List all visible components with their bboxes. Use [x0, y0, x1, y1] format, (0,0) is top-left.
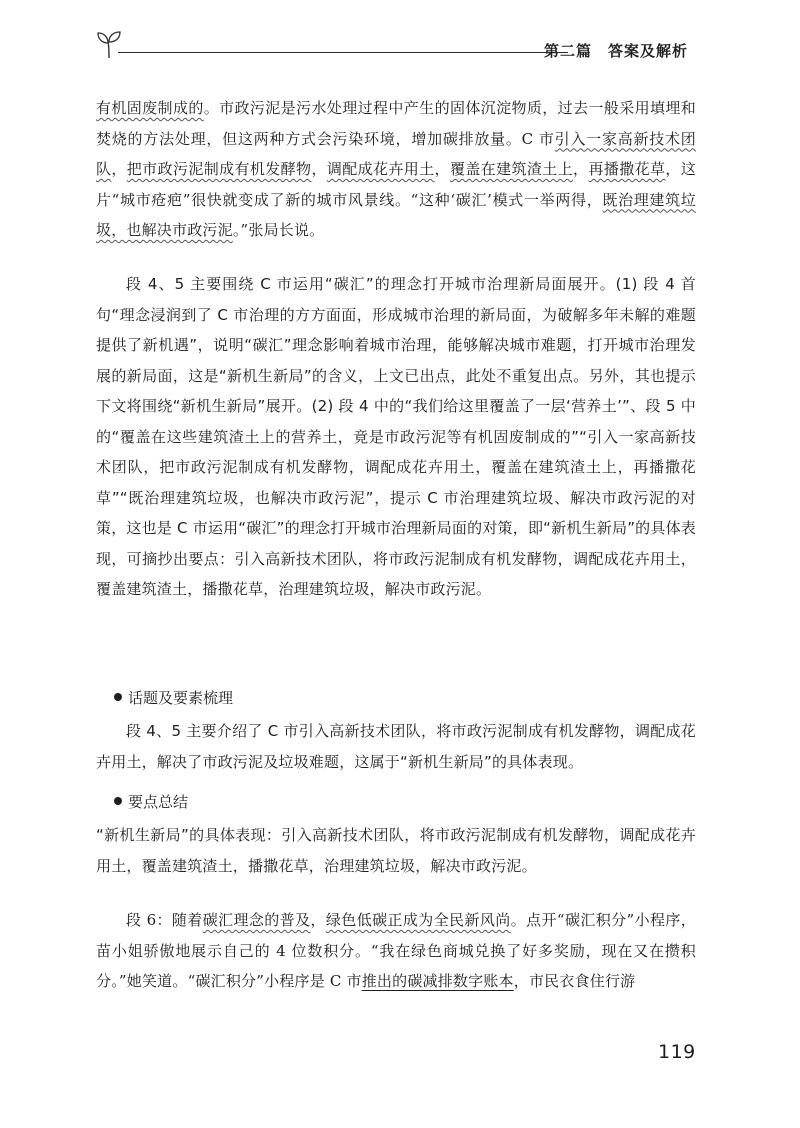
- passage-text: ，市民衣食住行游: [513, 972, 636, 990]
- passage-text: ，: [573, 160, 589, 178]
- section-title: 第二篇 答案及解析: [543, 42, 688, 60]
- summary-heading-label: 要点总结: [128, 793, 189, 811]
- bullet-dot-icon: [114, 693, 122, 701]
- topic-heading-label: 话题及要素梳理: [128, 689, 234, 707]
- underlined-text: 覆盖在建筑渣土上: [449, 160, 574, 178]
- underlined-text: 有机固废制成的: [96, 99, 204, 117]
- header-divider: [118, 52, 568, 53]
- passage-text: 段 6：随着: [126, 911, 203, 929]
- page-number: 119: [658, 1041, 696, 1063]
- underlined-text: 把市政污泥制成有机发酵物: [126, 160, 312, 178]
- analysis-paragraph: 段 4、5 主要围绕 C 市运用“碳汇”的理念打开城市治理新局面展开。(1) 段 4 首句“理念浸润到了 C 市治理的方方面面，形成城市治理的新局面，为破解多年未解的难题提供了新机遇”，说明“碳汇”理念影响着城市治理，能够解决城市难题，打开城市治理发展的新局面，这是“新机生新局”的含义，上文已出点，此处不重复出点。另外，其也提示下文将围绕“新机生新局”展开。(2) 段 4 中的“我们给这里覆盖了一层‘营养土’”、段 5 中的“覆盖在这些建筑渣土上的营养土，竟是市政污泥等有机固废制成的”“引入一家高新技术团队，把市政污泥制成有机发酵物，调配成花卉用土，覆盖在建筑渣土上，再播撒花草”“既治理建筑垃圾，也解决市政污泥”，提示 C 市治理建筑垃圾、解决市政污泥的对策，这也是 C 市运用“碳汇”的理念打开城市治理新局面的对策，即“新机生新局”的具体表现，可摘抄出要点：引入高新技术团队，将市政污泥制成有机发酵物，调配成花卉用土，覆盖建筑渣土，播撒花草，治理建筑垃圾，解决市政污泥。: [96, 275, 696, 598]
- passage-text: ，: [434, 160, 450, 178]
- passage-text: ，: [310, 911, 326, 929]
- underlined-text: 碳汇理念的普及: [202, 911, 311, 929]
- passage-text: ，: [311, 160, 327, 178]
- underlined-text: 既治理建筑垃圾，也解决市政污泥: [96, 190, 696, 239]
- passage-text: 。点开“碳汇积分”小程序，苗小姐骄傲地展示自己的 4 位数积分。“我在绿色商城兑换了好多奖励，现在又在攒积分。”她笑道。“碳汇积分”小程序是 C 市: [96, 911, 696, 990]
- underlined-text: 引入一家高新技术团队: [96, 129, 697, 178]
- topic-heading: [114, 683, 233, 713]
- bullet-dot-icon: [114, 797, 122, 805]
- page-header: [96, 30, 696, 66]
- underlined-text: 调配成花卉用土: [326, 160, 435, 178]
- passage-text: ，这片“城市疮疤”很快就变成了新的城市风景线。“这种‘碳汇’模式一举两得，: [96, 160, 696, 209]
- underlined-text: 再播撒花草: [588, 160, 666, 178]
- underlined-text: 绿色低碳正成为全民新风尚: [325, 911, 511, 929]
- passage-paragraph-bottom: [96, 905, 696, 997]
- underlined-text: 推出的碳减排数字账本: [361, 972, 514, 990]
- passage-paragraph-top: [96, 93, 696, 246]
- passage-text: 。市政污泥是污水处理过程中产生的固体沉淀物质，过去一般采用填埋和焚烧的方法处理，但这两种方式会污染环境，增加碳排放量。C 市: [96, 99, 697, 148]
- passage-text: 。”张局长说。: [232, 221, 325, 239]
- sprout-icon: [96, 30, 122, 60]
- topic-paragraph: 段 4、5 主要介绍了 C 市引入高新技术团队，将市政污泥制成有机发酵物，调配成花卉用土，解决了市政污泥及垃圾难题，这属于“新机生新局”的具体表现。: [96, 722, 696, 771]
- passage-text: ，: [111, 160, 127, 178]
- summary-heading: [114, 787, 188, 817]
- summary-paragraph: “新机生新局”的具体表现：引入高新技术团队，将市政污泥制成有机发酵物，调配成花卉用土，覆盖建筑渣土，播撒花草，治理建筑垃圾，解决市政污泥。: [96, 826, 696, 875]
